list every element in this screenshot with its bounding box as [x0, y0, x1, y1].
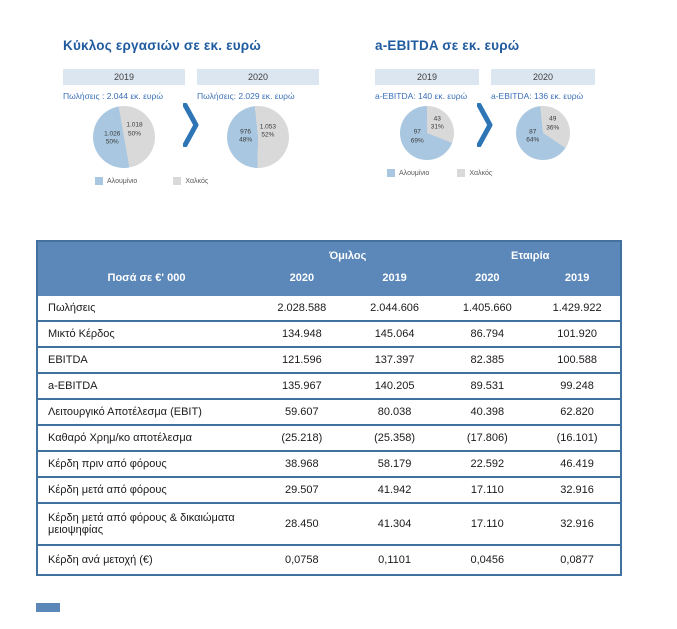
table-row	[37, 477, 621, 503]
slice-value: 87	[529, 128, 537, 136]
cell-value: 1.429.922	[534, 296, 621, 321]
year-header: 2020	[255, 264, 349, 296]
cell-value: 121.596	[255, 347, 349, 373]
year-band: 2020	[197, 69, 319, 85]
pie-chart	[400, 106, 454, 160]
slice-label-copper	[126, 122, 142, 139]
cell-value: 32.916	[534, 477, 621, 503]
slice-value: 1.053	[259, 123, 277, 131]
panel-caption: a-EBITDA: 136 εκ. ευρώ	[491, 91, 584, 101]
cell-value: 40.398	[440, 399, 534, 425]
row-label: Μικτό Κέρδος	[37, 321, 255, 347]
table-row	[37, 347, 621, 373]
slice-pct: 31%	[430, 123, 444, 131]
row-label: Κέρδη πριν από φόρους	[37, 451, 255, 477]
legend-label: Χαλκός	[185, 177, 209, 185]
slice-pct: 48%	[239, 137, 253, 144]
year-header: 2020	[440, 264, 534, 296]
year-band: 2020	[491, 69, 595, 85]
legend-swatch-gray-icon	[173, 177, 181, 185]
cell-value: 0,0758	[255, 545, 349, 575]
cell-value: 101.920	[534, 321, 621, 347]
year-header: 2019	[349, 264, 441, 296]
cell-value: 80.038	[349, 399, 441, 425]
group-header-group: Όμιλος	[255, 241, 440, 264]
slice-pct: 69%	[410, 137, 424, 145]
chart-panel-2020	[197, 69, 319, 168]
cell-value: 62.820	[534, 399, 621, 425]
chart-title: Κύκλος εργασιών σε εκ. ευρώ	[63, 38, 261, 53]
cell-value: 22.592	[440, 451, 534, 477]
row-label: Κέρδη ανά μετοχή (€)	[37, 545, 255, 575]
table-row	[37, 545, 621, 575]
legend-item-copper	[457, 169, 492, 177]
table-header	[37, 241, 621, 296]
cell-value: 29.507	[255, 477, 349, 503]
table-row	[37, 399, 621, 425]
row-label: Πωλήσεις	[37, 296, 255, 321]
slice-pct: 64%	[526, 136, 540, 144]
pie-chart	[227, 106, 289, 168]
row-label: Καθαρό Χρημ/κο αποτέλεσμα	[37, 425, 255, 451]
column-header-row	[37, 264, 621, 296]
cell-value: (25.218)	[255, 425, 349, 451]
table-row	[37, 321, 621, 347]
cell-value: 17.110	[440, 503, 534, 545]
pie-chart	[516, 106, 570, 160]
legend-item-aluminium	[387, 169, 429, 177]
chart-legend	[95, 177, 319, 185]
year-header: 2019	[534, 264, 621, 296]
aebitda-chart	[375, 38, 595, 177]
cell-value: 137.397	[349, 347, 441, 373]
slice-label-aluminium	[239, 129, 252, 146]
row-label: Κέρδη μετά από φόρους	[37, 477, 255, 503]
legend-label: Χαλκός	[469, 169, 493, 177]
cell-value: 1.405.660	[440, 296, 534, 321]
key-figures-table	[36, 240, 622, 576]
legend-label: Αλουμίνιο	[399, 169, 430, 177]
slice-label-copper	[260, 124, 276, 141]
panel-caption: Πωλήσεις: 2.029 εκ. ευρώ	[197, 91, 295, 101]
legend-item-aluminium	[95, 177, 137, 185]
cell-value: 0,1101	[349, 545, 441, 575]
cell-value: 99.248	[534, 373, 621, 399]
table-row	[37, 503, 621, 545]
cell-value: 100.588	[534, 347, 621, 373]
slice-value: 976	[240, 128, 252, 136]
cell-value: 135.967	[255, 373, 349, 399]
legend-swatch-blue-icon	[387, 169, 395, 177]
cell-value: 59.607	[255, 399, 349, 425]
group-header-company: Εταιρία	[440, 241, 621, 264]
row-label: Λειτουργικό Αποτέλεσμα (EBIT)	[37, 399, 255, 425]
row-label: EBITDA	[37, 347, 255, 373]
cell-value: 0,0456	[440, 545, 534, 575]
legend-label: Αλουμίνιο	[107, 177, 138, 185]
transition-chevron-icon	[477, 103, 493, 147]
slice-label-copper	[546, 116, 559, 133]
slice-pct: 36%	[546, 124, 560, 132]
table-row	[37, 373, 621, 399]
cell-value: 0,0877	[534, 545, 621, 575]
pie-chart	[93, 106, 155, 168]
chart-panels	[375, 69, 595, 160]
slice-label-copper	[431, 115, 444, 132]
row-label: Κέρδη μετά από φόρους & δικαιώματα μειοψηφίας	[37, 503, 255, 545]
slice-label-aluminium	[411, 129, 424, 146]
cell-value: 17.110	[440, 477, 534, 503]
year-band: 2019	[375, 69, 479, 85]
legend-item-copper	[173, 177, 208, 185]
slice-value: 1.018	[126, 121, 143, 129]
cell-value: 41.942	[349, 477, 441, 503]
transition-chevron-icon	[183, 103, 199, 147]
cell-value: 86.794	[440, 321, 534, 347]
table-row	[37, 451, 621, 477]
cell-value: 28.450	[255, 503, 349, 545]
cell-value: (16.101)	[534, 425, 621, 451]
panel-caption: a-EBITDA: 140 εκ. ευρώ	[375, 91, 468, 101]
chart-panels	[63, 69, 319, 168]
table-row	[37, 425, 621, 451]
cell-value: 41.304	[349, 503, 441, 545]
slice-value: 97	[413, 128, 421, 136]
cell-value: 134.948	[255, 321, 349, 347]
slice-label-aluminium	[104, 130, 120, 147]
empty-header-cell	[37, 241, 255, 264]
table-row	[37, 296, 621, 321]
slice-value: 49	[549, 115, 557, 123]
cell-value: 32.916	[534, 503, 621, 545]
turnover-chart	[63, 38, 319, 185]
amounts-header: Ποσά σε €' 000	[37, 264, 255, 296]
slice-value: 1.026	[104, 130, 121, 138]
chart-panel-2020	[491, 69, 595, 160]
chart-title: a-EBITDA σε εκ. ευρώ	[375, 38, 520, 53]
legend-swatch-blue-icon	[95, 177, 103, 185]
chart-panel-2019	[375, 69, 479, 160]
legend-swatch-gray-icon	[457, 169, 465, 177]
cell-value: 46.419	[534, 451, 621, 477]
cutoff-next-table-fragment	[36, 603, 60, 612]
row-label: a-EBITDA	[37, 373, 255, 399]
cell-value: 140.205	[349, 373, 441, 399]
chart-panel-2019	[63, 69, 185, 168]
slice-label-aluminium	[526, 128, 539, 145]
slice-value: 43	[433, 115, 441, 123]
cell-value: (25.358)	[349, 425, 441, 451]
slice-pct: 52%	[261, 132, 275, 140]
panel-caption: Πωλήσεις : 2.044 εκ. ευρώ	[63, 91, 163, 101]
cell-value: 82.385	[440, 347, 534, 373]
cell-value: (17.806)	[440, 425, 534, 451]
slice-pct: 50%	[105, 138, 119, 146]
cell-value: 89.531	[440, 373, 534, 399]
cell-value: 38.968	[255, 451, 349, 477]
cell-value: 2.028.588	[255, 296, 349, 321]
year-band: 2019	[63, 69, 185, 85]
cell-value: 58.179	[349, 451, 441, 477]
cell-value: 145.064	[349, 321, 441, 347]
cell-value: 2.044.606	[349, 296, 441, 321]
slice-pct: 50%	[128, 130, 142, 138]
chart-legend	[387, 169, 595, 177]
group-header-row	[37, 241, 621, 264]
